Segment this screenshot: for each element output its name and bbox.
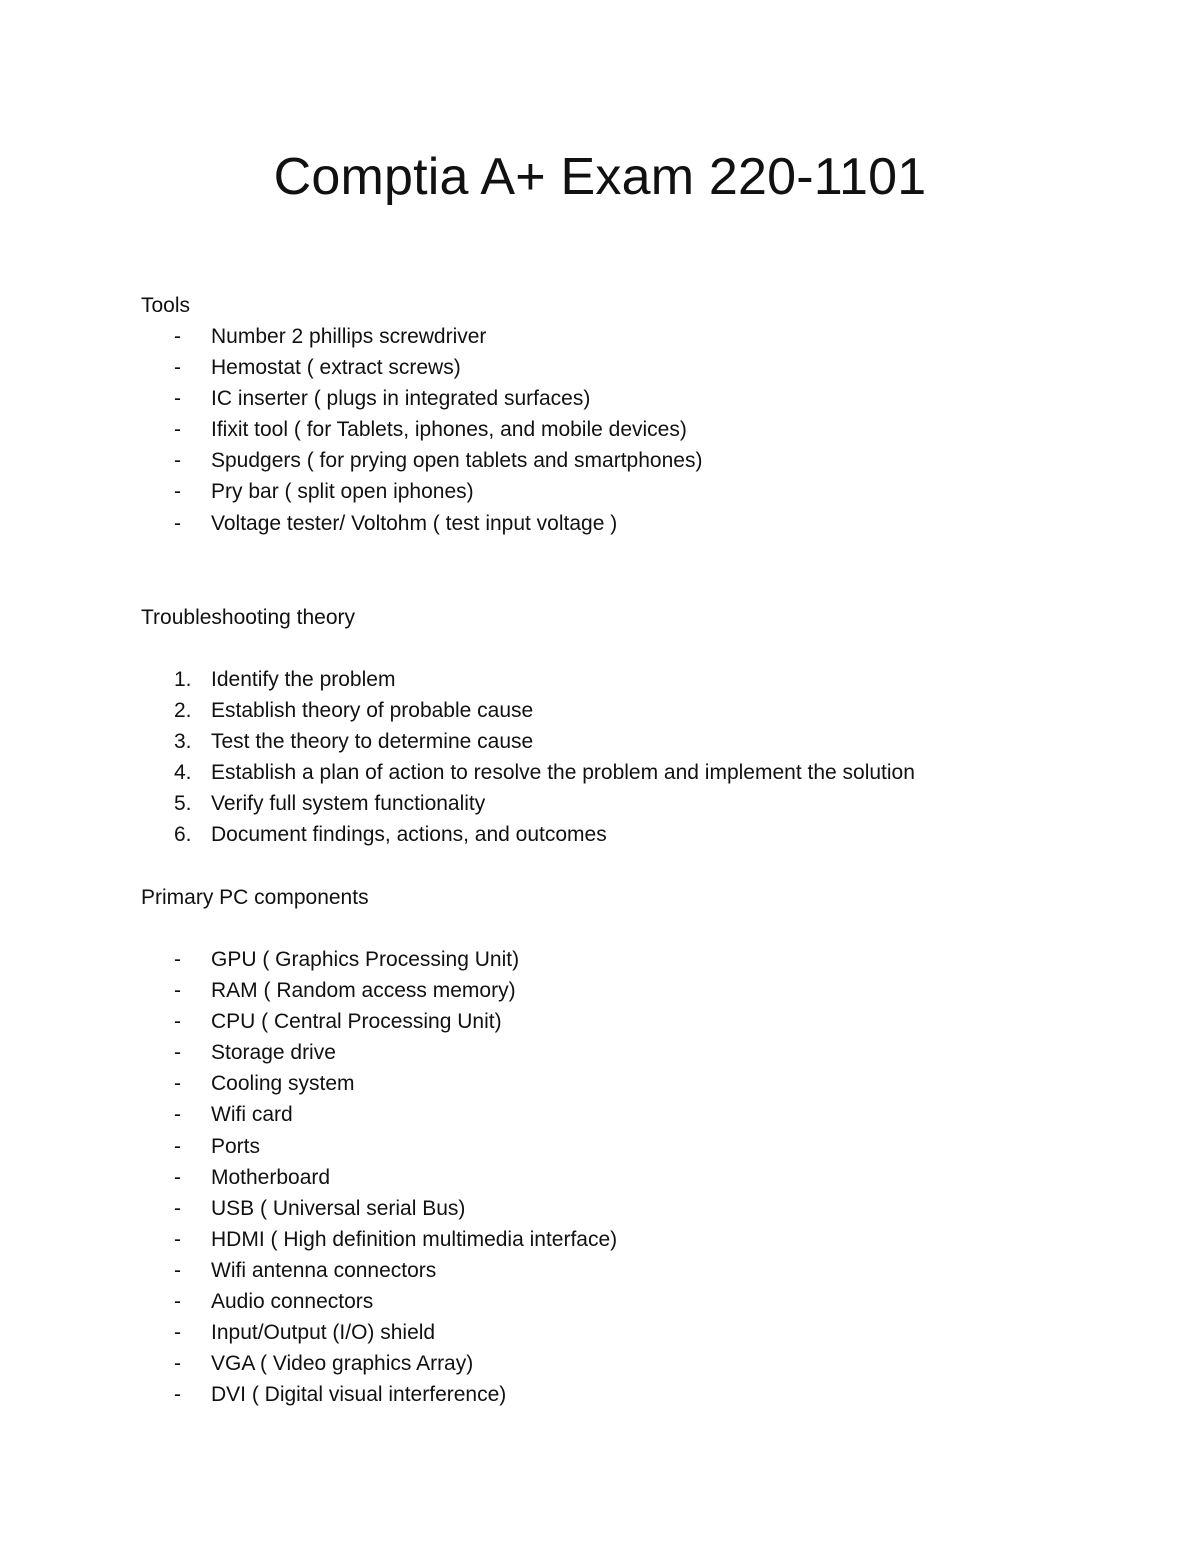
section-heading-tools: Tools bbox=[141, 294, 191, 317]
list-dash: - bbox=[174, 948, 181, 971]
list-dash: - bbox=[174, 979, 181, 1003]
list-dash: - bbox=[174, 449, 181, 473]
list-dash: - bbox=[174, 325, 181, 348]
list-dash: - bbox=[174, 1072, 181, 1096]
list-dash: - bbox=[174, 387, 181, 411]
list-dash: - bbox=[174, 1227, 181, 1251]
list-dash: - bbox=[174, 480, 181, 504]
list-dash: - bbox=[174, 1165, 181, 1189]
list-dash: - bbox=[174, 1352, 181, 1376]
list-number: 4. bbox=[174, 761, 192, 785]
document-page: Comptia A+ Exam 220-1101 Tools - Number 2 phillips screwdriver - Hemostat ( extract screws) - IC inserter ( plugs in integrated surfaces) - Ifixit tool ( for Tablets, iphones, and mobile devices) - Spudgers ( for prying open tablets and smartphones) - Pry bar ( split open iphones) - Voltage tester/ Voltohm ( test input voltage ) Troubleshooting theory 1. Identify the problem 2. Establish theory of probable cause 3. Test the theory to determine cause 4. Establish a plan of action to resolve the problem and implement the solution 5. Verify full system functionality 6. Document findings, actions, and outcomes Primary PC components - GPU ( Graphics Processing Unit) - RAM ( Random access memory) - CPU ( Central Processing Unit) - Storage drive - Cooling system - Wifi card - Ports - Motherboard - USB ( Universal serial Bus) - HDMI ( High definition multimedia interface) - Wifi antenna connectors - Audio connectors - Input/Output (I/O) shield - VGA ( Video graphics Array) - DVI ( Digital visual interference) bbox=[0, 0, 1200, 1553]
document-title: Comptia A+ Exam 220-1101 bbox=[273, 148, 927, 206]
list-dash: - bbox=[174, 1041, 181, 1065]
list-number: 3. bbox=[174, 730, 192, 754]
list-dash: - bbox=[174, 1383, 181, 1407]
list-number: 1. bbox=[174, 668, 192, 691]
list-dash: - bbox=[174, 418, 181, 442]
list-number: 5. bbox=[174, 792, 192, 816]
list-dash: - bbox=[174, 1321, 181, 1345]
list-dash: - bbox=[174, 356, 181, 380]
list-dash: - bbox=[174, 1290, 181, 1314]
list-number: 6. bbox=[174, 823, 192, 847]
list-number: 2. bbox=[174, 699, 192, 723]
list-dash: - bbox=[174, 1258, 181, 1282]
list-dash: - bbox=[174, 1134, 181, 1158]
section-heading-troubleshooting: Troubleshooting theory bbox=[141, 606, 356, 629]
list-dash: - bbox=[174, 1103, 181, 1127]
list-dash: - bbox=[174, 1010, 181, 1034]
section-heading-pc-components: Primary PC components bbox=[141, 886, 369, 909]
list-dash: - bbox=[174, 1196, 181, 1220]
list-dash: - bbox=[174, 511, 181, 535]
